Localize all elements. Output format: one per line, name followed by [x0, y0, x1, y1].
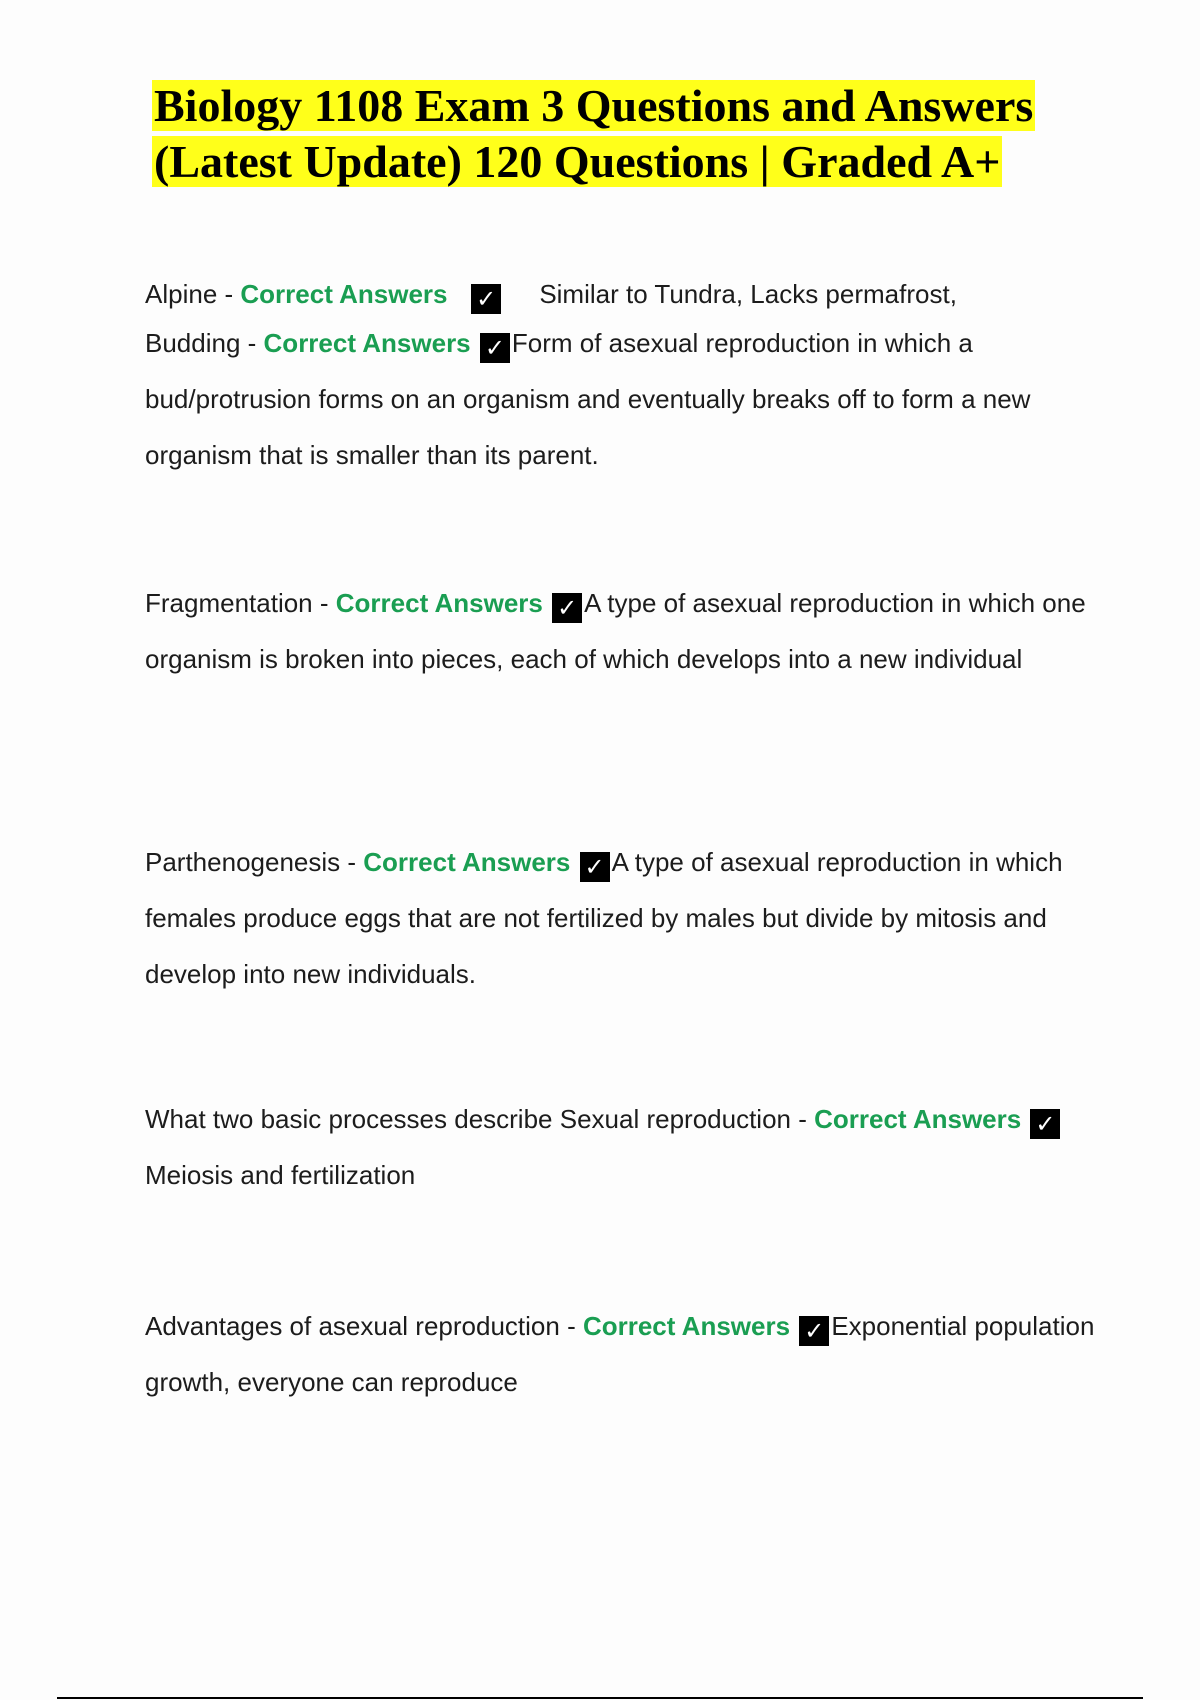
- entry-definition: A type of asexual reproduction in which females produce eggs that are not fertilized by males but divide by mitosis and develop into new individuals.: [145, 847, 1063, 989]
- correct-answers-label: Correct Answers: [263, 328, 471, 358]
- entry-term: What two basic processes describe Sexual reproduction: [145, 1104, 791, 1134]
- qa-entry-budding: [145, 315, 1095, 483]
- qa-entry-alpine: [145, 272, 1095, 317]
- qa-entry-fragmentation: [145, 575, 1095, 687]
- entry-definition: Meiosis and fertilization: [145, 1160, 416, 1190]
- check-box-icon: ✓: [580, 852, 610, 882]
- check-box-icon: ✓: [480, 333, 510, 363]
- entry-separator: -: [559, 1311, 583, 1341]
- entry-separator: -: [312, 588, 336, 618]
- entry-separator: -: [240, 328, 264, 358]
- page-bottom-rule: [57, 1697, 1143, 1699]
- correct-answers-label: Correct Answers: [335, 588, 543, 618]
- correct-answers-label: Correct Answers: [814, 1104, 1022, 1134]
- correct-answers-label: Correct Answers: [582, 1311, 791, 1341]
- entry-term: Fragmentation: [145, 588, 313, 618]
- entry-separator: -: [791, 1104, 815, 1134]
- qa-entry-asexual-advantages: [145, 1298, 1095, 1410]
- entry-term: Parthenogenesis: [145, 847, 341, 877]
- check-box-icon: ✓: [471, 284, 501, 314]
- correct-answers-label: Correct Answers: [240, 279, 448, 309]
- title-line-2: (Latest Update) 120 Questions | Graded A+: [154, 136, 1001, 187]
- entry-definition: Similar to Tundra, Lacks permafrost,: [539, 279, 957, 309]
- entry-term: Budding: [145, 328, 241, 358]
- check-box-icon: ✓: [552, 593, 582, 623]
- qa-entry-sexual-reproduction: [145, 1091, 1095, 1203]
- entry-definition: Exponential population growth, everyone can reproduce: [145, 1311, 1095, 1397]
- entry-separator: -: [340, 847, 364, 877]
- entry-term: Alpine: [145, 279, 218, 309]
- qa-entry-parthenogenesis: [145, 834, 1095, 1002]
- check-box-icon: ✓: [1030, 1109, 1060, 1139]
- document-title: [152, 78, 1102, 190]
- correct-answers-label: Correct Answers: [363, 847, 571, 877]
- entry-definition: A type of asexual reproduction in which one organism is broken into pieces, each of which develops into a new individual: [145, 588, 1086, 674]
- entry-definition: Form of asexual reproduction in which a bud/protrusion forms on an organism and eventually breaks off to form a new organism that is smaller than its parent.: [145, 328, 1031, 470]
- check-box-icon: ✓: [799, 1316, 829, 1346]
- entry-term: Advantages of asexual reproduction: [145, 1311, 560, 1341]
- title-line-1: Biology 1108 Exam 3 Questions and Answers: [154, 80, 1034, 131]
- entry-separator: -: [217, 279, 241, 309]
